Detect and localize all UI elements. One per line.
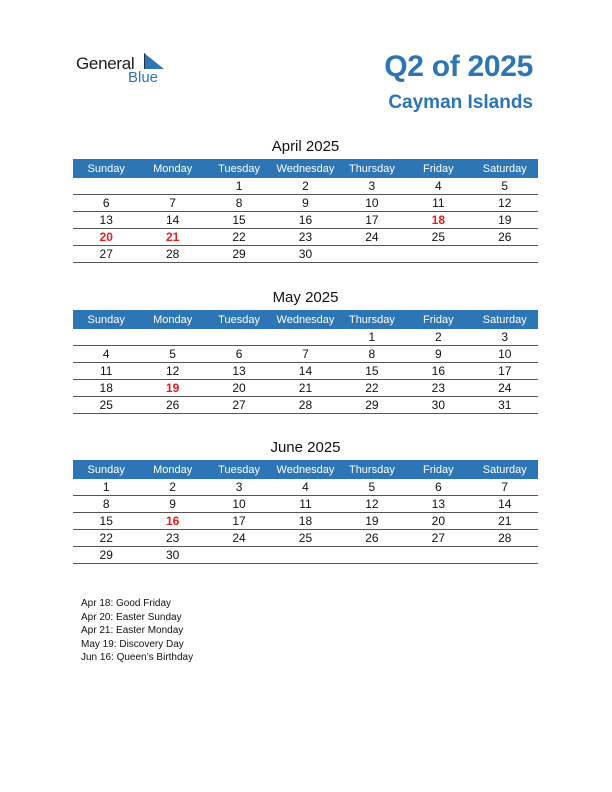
day-cell xyxy=(206,329,272,346)
week-row xyxy=(73,246,538,263)
day-cell xyxy=(339,246,405,263)
day-cell: 8 xyxy=(206,195,272,212)
day-cell: 4 xyxy=(405,178,471,195)
day-cell xyxy=(139,178,205,195)
day-cell: 18 xyxy=(272,513,338,530)
day-cell xyxy=(272,329,338,346)
day-cell: 21 xyxy=(139,229,205,246)
day-cell: 4 xyxy=(272,479,338,496)
holiday-item: Jun 16: Queen’s Birthday xyxy=(81,652,194,663)
day-cell: 10 xyxy=(339,195,405,212)
day-cell: 19 xyxy=(139,380,205,397)
month-title: May 2025 xyxy=(272,289,339,306)
day-cell: 1 xyxy=(206,178,272,195)
day-cell: 27 xyxy=(73,246,139,263)
day-cell: 17 xyxy=(339,212,405,229)
day-cell: 4 xyxy=(73,346,139,363)
weekday-header: Friday xyxy=(405,159,471,178)
week-row xyxy=(73,178,538,195)
weekday-header: Tuesday xyxy=(206,310,272,329)
day-cell: 11 xyxy=(73,363,139,380)
day-cell: 26 xyxy=(472,229,538,246)
week-row xyxy=(73,397,538,414)
week-row xyxy=(73,329,538,346)
day-cell: 8 xyxy=(339,346,405,363)
day-cell: 7 xyxy=(272,346,338,363)
day-cell xyxy=(139,329,205,346)
day-cell: 19 xyxy=(339,513,405,530)
day-cell: 16 xyxy=(139,513,205,530)
day-cell: 14 xyxy=(472,496,538,513)
month-june xyxy=(73,438,538,564)
day-cell xyxy=(73,178,139,195)
day-cell: 27 xyxy=(206,397,272,414)
day-cell: 2 xyxy=(405,329,471,346)
weekday-header: Friday xyxy=(405,460,471,479)
week-row xyxy=(73,229,538,246)
day-cell: 28 xyxy=(472,530,538,547)
flag-icon xyxy=(144,53,166,69)
weekday-header: Friday xyxy=(405,310,471,329)
week-row xyxy=(73,513,538,530)
day-cell: 22 xyxy=(339,380,405,397)
weekday-header: Saturday xyxy=(472,460,538,479)
page-subtitle: Cayman Islands xyxy=(388,92,533,113)
day-cell: 17 xyxy=(206,513,272,530)
week-row xyxy=(73,380,538,397)
weekday-header: Monday xyxy=(139,460,205,479)
day-cell: 21 xyxy=(272,380,338,397)
day-cell: 1 xyxy=(339,329,405,346)
day-cell: 3 xyxy=(339,178,405,195)
day-cell: 19 xyxy=(472,212,538,229)
day-cell: 13 xyxy=(405,496,471,513)
weekday-header: Tuesday xyxy=(206,159,272,178)
weekday-header: Wednesday xyxy=(272,460,338,479)
day-cell: 25 xyxy=(272,530,338,547)
day-cell xyxy=(472,547,538,564)
day-cell: 21 xyxy=(472,513,538,530)
weekday-header: Sunday xyxy=(73,460,139,479)
day-cell: 15 xyxy=(206,212,272,229)
day-cell: 11 xyxy=(405,195,471,212)
day-cell: 12 xyxy=(139,363,205,380)
day-cell: 25 xyxy=(73,397,139,414)
day-cell: 24 xyxy=(206,530,272,547)
weekday-header: Thursday xyxy=(339,310,405,329)
day-cell: 20 xyxy=(405,513,471,530)
day-cell: 9 xyxy=(405,346,471,363)
day-cell: 26 xyxy=(339,530,405,547)
logo-general-text: General xyxy=(76,54,135,73)
logo xyxy=(76,52,176,88)
weekday-header-row xyxy=(73,159,538,178)
day-cell: 27 xyxy=(405,530,471,547)
day-cell xyxy=(73,329,139,346)
day-cell: 29 xyxy=(206,246,272,263)
day-cell: 31 xyxy=(472,397,538,414)
day-cell: 14 xyxy=(272,363,338,380)
month-title: April 2025 xyxy=(271,138,340,155)
weekday-header: Saturday xyxy=(472,310,538,329)
day-cell: 15 xyxy=(73,513,139,530)
day-cell: 20 xyxy=(206,380,272,397)
day-cell: 30 xyxy=(139,547,205,564)
week-row xyxy=(73,363,538,380)
day-cell: 15 xyxy=(339,363,405,380)
day-cell: 10 xyxy=(206,496,272,513)
weekday-header: Tuesday xyxy=(206,460,272,479)
day-cell: 24 xyxy=(339,229,405,246)
weekday-header: Monday xyxy=(139,159,205,178)
weekday-header: Sunday xyxy=(73,159,139,178)
month-april xyxy=(73,137,538,263)
day-cell: 6 xyxy=(405,479,471,496)
day-cell: 5 xyxy=(139,346,205,363)
week-row xyxy=(73,496,538,513)
weekday-header: Wednesday xyxy=(272,310,338,329)
day-cell: 12 xyxy=(339,496,405,513)
calendar-table xyxy=(73,310,538,414)
month-may xyxy=(73,288,538,414)
day-cell: 30 xyxy=(272,246,338,263)
day-cell: 1 xyxy=(73,479,139,496)
day-cell: 9 xyxy=(272,195,338,212)
day-cell: 23 xyxy=(405,380,471,397)
day-cell: 26 xyxy=(139,397,205,414)
day-cell: 16 xyxy=(272,212,338,229)
week-row xyxy=(73,195,538,212)
calendar-table xyxy=(73,460,538,564)
day-cell: 12 xyxy=(472,195,538,212)
week-row xyxy=(73,346,538,363)
day-cell: 2 xyxy=(272,178,338,195)
holiday-item: Apr 18: Good Friday xyxy=(81,598,172,609)
day-cell: 28 xyxy=(272,397,338,414)
day-cell: 25 xyxy=(405,229,471,246)
day-cell xyxy=(405,246,471,263)
weekday-header-row xyxy=(73,310,538,329)
day-cell: 2 xyxy=(139,479,205,496)
day-cell: 17 xyxy=(472,363,538,380)
day-cell: 6 xyxy=(206,346,272,363)
logo-blue-text: Blue xyxy=(128,69,159,86)
day-cell: 5 xyxy=(472,178,538,195)
weekday-header: Sunday xyxy=(73,310,139,329)
day-cell: 24 xyxy=(472,380,538,397)
weekday-header: Monday xyxy=(139,310,205,329)
holiday-item: Apr 21: Easter Monday xyxy=(81,625,184,636)
page-title: Q2 of 2025 xyxy=(384,50,533,83)
day-cell xyxy=(472,246,538,263)
weekday-header-row xyxy=(73,460,538,479)
day-cell xyxy=(206,547,272,564)
weekday-header: Thursday xyxy=(339,159,405,178)
week-row xyxy=(73,212,538,229)
week-row xyxy=(73,547,538,564)
week-row xyxy=(73,530,538,547)
day-cell: 5 xyxy=(339,479,405,496)
day-cell: 16 xyxy=(405,363,471,380)
week-row xyxy=(73,479,538,496)
weekday-header: Wednesday xyxy=(272,159,338,178)
day-cell: 28 xyxy=(139,246,205,263)
day-cell: 13 xyxy=(206,363,272,380)
day-cell: 22 xyxy=(206,229,272,246)
weekday-header: Saturday xyxy=(472,159,538,178)
day-cell: 10 xyxy=(472,346,538,363)
day-cell: 14 xyxy=(139,212,205,229)
day-cell: 3 xyxy=(206,479,272,496)
day-cell: 18 xyxy=(73,380,139,397)
day-cell: 8 xyxy=(73,496,139,513)
day-cell: 6 xyxy=(73,195,139,212)
day-cell: 29 xyxy=(339,397,405,414)
day-cell: 23 xyxy=(272,229,338,246)
day-cell: 22 xyxy=(73,530,139,547)
day-cell xyxy=(405,547,471,564)
day-cell xyxy=(272,547,338,564)
holiday-item: May 19: Discovery Day xyxy=(81,638,184,650)
day-cell: 18 xyxy=(405,212,471,229)
day-cell: 29 xyxy=(73,547,139,564)
day-cell: 7 xyxy=(139,195,205,212)
holiday-item: Apr 20: Easter Sunday xyxy=(81,611,182,623)
day-cell: 30 xyxy=(405,397,471,414)
day-cell: 3 xyxy=(472,329,538,346)
day-cell: 9 xyxy=(139,496,205,513)
holiday-list xyxy=(81,597,193,665)
month-title: June 2025 xyxy=(270,439,341,456)
day-cell: 7 xyxy=(472,479,538,496)
weekday-header: Thursday xyxy=(339,460,405,479)
day-cell: 11 xyxy=(272,496,338,513)
day-cell: 20 xyxy=(73,229,139,246)
calendar-table xyxy=(73,159,538,263)
day-cell: 23 xyxy=(139,530,205,547)
day-cell xyxy=(339,547,405,564)
day-cell: 13 xyxy=(73,212,139,229)
